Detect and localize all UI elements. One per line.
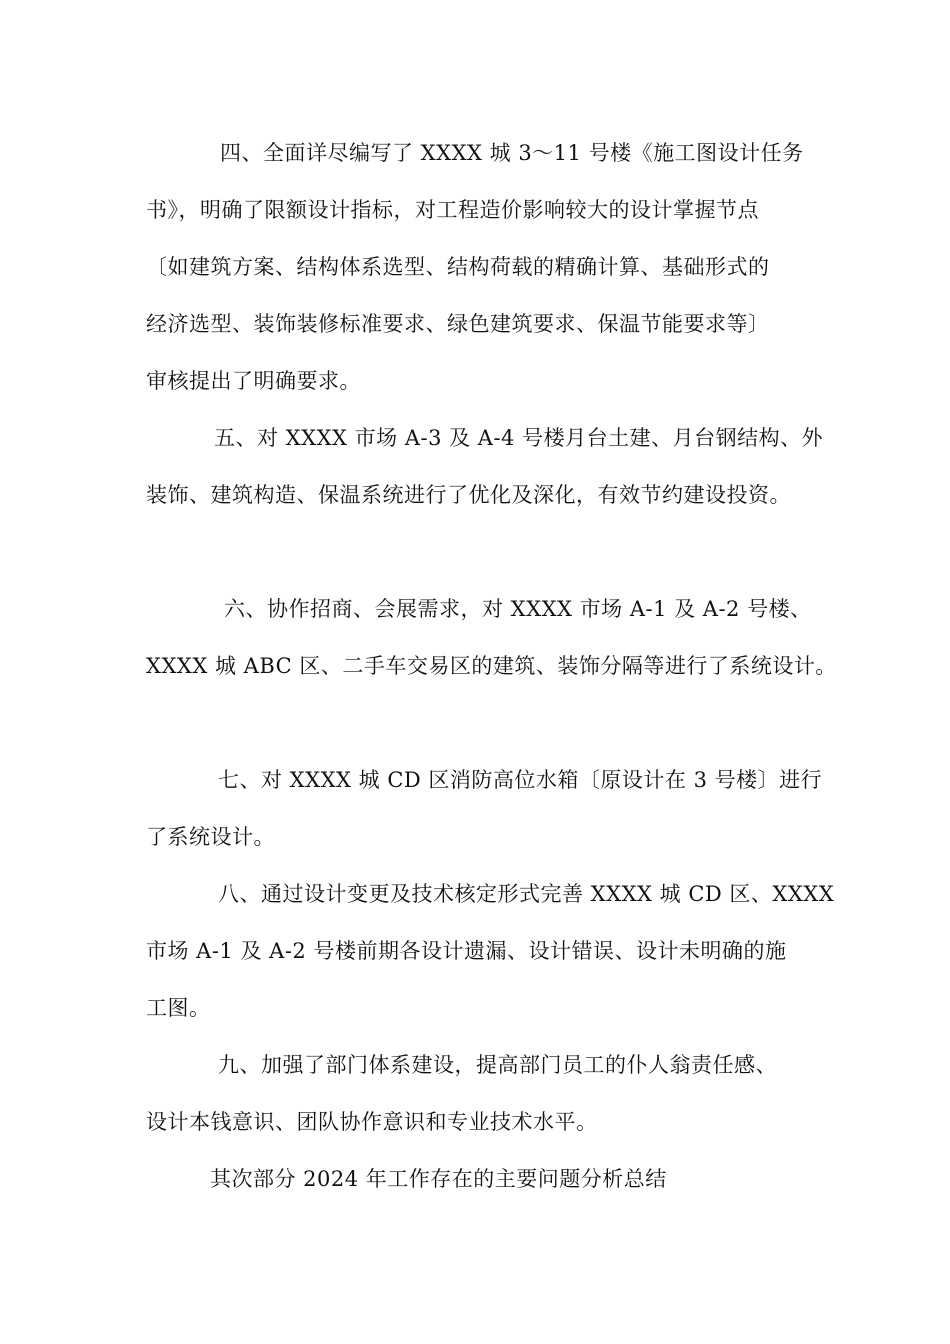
paragraph-line: 经济选型、装饰装修标准要求、绿色建筑要求、保温节能要求等〕 bbox=[146, 312, 770, 336]
section-heading-text: 其次部分 2024 年工作存在的主要问题分析总结 bbox=[210, 1167, 667, 1191]
paragraph-line: 八、通过设计变更及技术核定形式完善 XXXX 城 CD 区、XXXX bbox=[218, 882, 835, 906]
paragraph-line: 了系统设计。 bbox=[146, 825, 275, 849]
paragraph-4 bbox=[146, 125, 826, 410]
paragraph-line: 设计本钱意识、团队协作意识和专业技术水平。 bbox=[146, 1110, 598, 1134]
paragraph-5 bbox=[146, 410, 826, 524]
paragraph-line: 五、对 XXXX 市场 A-3 及 A-4 号楼月台土建、月台钢结构、外 bbox=[214, 426, 824, 450]
paragraph-line: 四、全面详尽编写了 XXXX 城 3～11 号楼《施工图设计任务 bbox=[220, 141, 804, 165]
paragraph-line: 审核提出了明确要求。 bbox=[146, 369, 361, 393]
paragraph-line: 〔如建筑方案、结构体系选型、结构荷载的精确计算、基础形式的 bbox=[146, 255, 770, 279]
paragraph-line: 市场 A-1 及 A-2 号楼前期各设计遗漏、设计错误、设计未明确的施 bbox=[146, 939, 787, 963]
paragraph-8 bbox=[146, 866, 835, 1037]
section-heading bbox=[146, 1151, 826, 1208]
paragraph-6 bbox=[146, 581, 837, 695]
paragraph-line: XXXX 城 ABC 区、二手车交易区的建筑、装饰分隔等进行了系统设计。 bbox=[146, 654, 837, 678]
paragraph-9 bbox=[146, 1037, 826, 1151]
paragraph-line: 装饰、建筑构造、保温系统进行了优化及深化，有效节约建设投资。 bbox=[146, 483, 791, 507]
paragraph-7 bbox=[146, 752, 826, 866]
paragraph-line: 六、协作招商、会展需求，对 XXXX 市场 A-1 及 A-2 号楼、 bbox=[224, 597, 812, 621]
paragraph-line: 九、加强了部门体系建设，提高部门员工的仆人翁责任感、 bbox=[218, 1053, 777, 1077]
paragraph-line: 工图。 bbox=[146, 996, 211, 1020]
paragraph-line: 书》，明确了限额设计指标，对工程造价影响较大的设计掌握节点 bbox=[146, 198, 759, 222]
paragraph-line: 七、对 XXXX 城 CD 区消防高位水箱〔原设计在 3 号楼〕进行 bbox=[218, 768, 823, 792]
